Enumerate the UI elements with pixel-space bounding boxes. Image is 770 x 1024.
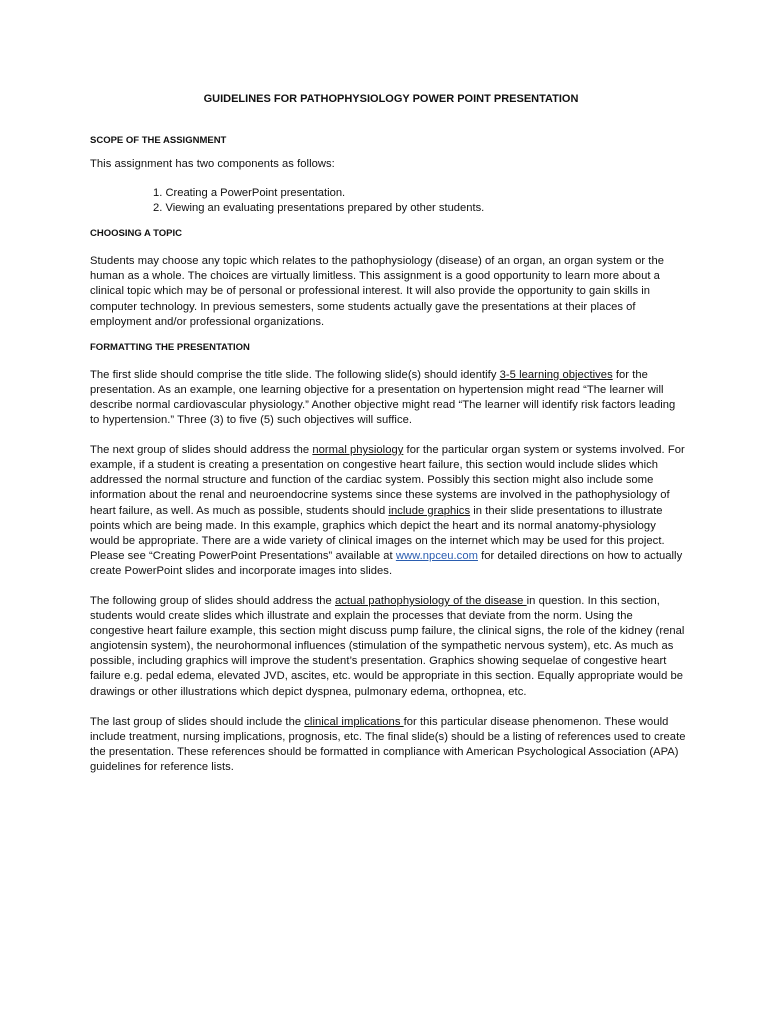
paragraph-text: The last group of slides should include the (90, 715, 305, 728)
clinical-implications-paragraph (90, 715, 686, 775)
clinical-implications-underlined: clinical implications (304, 715, 404, 728)
paragraph-text: for the presentation. As an example, one learning objective for a presentation on hypertension might read “The learner will describe normal cardiovascular physiology.” Another objective might read “The learner will identify risk factors leading to hypertension.” Three (3) to five (5) such objectives will suffice. (90, 368, 676, 427)
actual-pathophysiology-underlined: actual pathophysiology of the disease (335, 594, 527, 607)
normal-physiology-underlined: normal physiology (312, 444, 404, 457)
paragraph-text: The following group of slides should address the (90, 594, 335, 607)
pathophysiology-paragraph (90, 594, 686, 700)
paragraph-text: The first slide should comprise the title slide. The following slide(s) should identify (90, 368, 500, 381)
paragraph-text: for the particular organ system or systems involved. For example, if a student is creating a presentation on congestive heart failure, this section would include slides which addressed the normal structure and function of the cardiac system. Possibly this section might also include some information about the renal and neuroendocrine systems since these systems are involved in the pathophysiology of heart failure, as well. As much as possible, students should (90, 444, 685, 517)
paragraph-text: for this particular disease phenomenon. These would include treatment, nursing implications, prognosis, etc. The final slide(s) should be a listing of references used to create the presentation. These references should be formatted in compliance with American Psychological Association (APA) guidelines for reference lists. (90, 715, 686, 773)
scope-heading: SCOPE OF THE ASSIGNMENT (90, 135, 227, 146)
components-list (90, 186, 686, 216)
paragraph-text: in their slide presentations to illustrate points which are being made. In this example, graphics which depict the heart and its normal anatomy-physiology would be appropriate. There are a wide variety of clinical images on the internet which may be used for this project. Please see “Creating PowerPoint Presentations” available at (90, 504, 665, 562)
objectives-paragraph (90, 368, 686, 428)
scope-intro: This assignment has two components as follows: (90, 158, 335, 170)
topic-heading: CHOOSING A TOPIC (90, 228, 183, 240)
formatting-heading: FORMATTING THE PRESENTATION (90, 341, 250, 353)
paragraph-text: for detailed directions on how to actually create PowerPoint slides and incorporate images into slides. (90, 549, 683, 577)
npceu-link[interactable]: www.npceu.com (395, 549, 478, 562)
learning-objectives-underlined: 3-5 learning objectives (499, 368, 613, 381)
normal-physiology-paragraph (90, 443, 686, 579)
document-page (90, 92, 686, 775)
topic-paragraph: Students may choose any topic which relates to the pathophysiology (disease) of an organ, an organ system or the human as a whole. The choices are virtually limitless. This assignment is a good opportunity to learn more about a clinical topic which may be of personal or professional interest. It will also provide the opportunity to gain skills in computer technology. In previous semesters, some students actually gave the presentations at their places of employment and/or professional organizations. (90, 255, 665, 328)
document-title: GUIDELINES FOR PATHOPHYSIOLOGY POWER POINT PRESENTATION (203, 93, 579, 105)
paragraph-text: in question. In this section, students would create slides which illustrate and explain the processes that deviate from the norm. Using the congestive heart failure example, this section might discuss pump failure, the clinical signs, the role of the kidney (renal angiotensin system), the neurohormonal influences (stimulation of the sympathetic nervous system), etc. As much as possible, including graphics will improve the student’s presentation. Graphics showing sequelae of congestive heart failure e.g. pedal edema, elevated JVD, ascites, etc. would be appropriate in this section. Equally appropriate would be drawings or other illustrations which depict dyspnea, pulmonary edema, orthopnea, etc. (90, 594, 685, 698)
list-item: 1. Creating a PowerPoint presentation. (153, 187, 346, 200)
list-item: 2. Viewing an evaluating presentations prepared by other students. (153, 202, 485, 215)
include-graphics-underlined: include graphics (388, 504, 471, 517)
paragraph-text: The next group of slides should address the (90, 444, 313, 457)
